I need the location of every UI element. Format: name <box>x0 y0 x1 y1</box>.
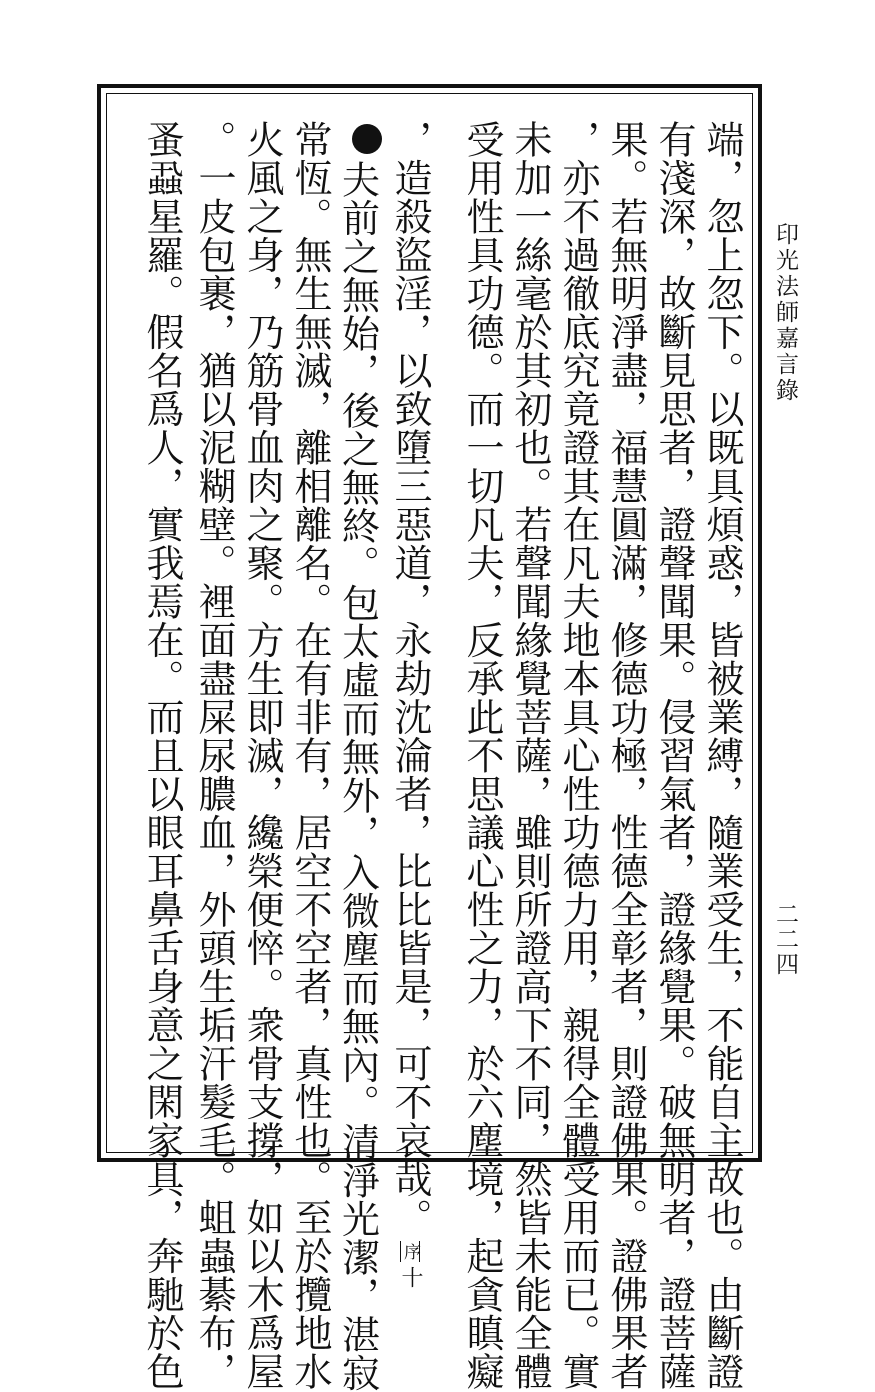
text-column-9: 常恆。無生無滅，離相離名。在有非有，居空不空者，真性也。至於攬地水 <box>288 120 332 1391</box>
text-column-2: 有淺深，故斷見思者，證聲聞果。侵習氣者，證緣覺果。破無明者，證菩薩 <box>652 120 696 1391</box>
source-note-label: 序 <box>400 1242 420 1260</box>
text-column-7 <box>388 120 432 1289</box>
text-column-12: 蚤蝨星羅。假名爲人，實我焉在。而且以眼耳鼻舌身意之閑家具，奔馳於色 <box>140 120 184 1391</box>
text-column-7-body: ，造殺盜淫，以致墮三惡道，永劫沈淪者，比比皆是，可不哀哉。 <box>388 120 432 1237</box>
text-column-11: 。一皮包裹，猶以泥糊壁。裡面盡屎尿膿血，外頭生垢汗髮毛。蛆蟲綦布， <box>192 120 236 1391</box>
source-note-number: 十 <box>398 1266 423 1289</box>
text-column-8-body: 夫前之無始，後之無終。包太虛而無外，入微塵而無內。清淨光潔，湛寂 <box>335 160 380 1392</box>
text-column-4: ，亦不過徹底究竟證其在凡夫地本具心性功德力用，親得全體受用而已。實 <box>556 120 600 1391</box>
running-title: 印光法師嘉言錄 <box>772 222 798 404</box>
section-bullet-icon <box>352 124 382 154</box>
text-column-1: 端，忽上忽下。以既具煩惑，皆被業縛，隨業受生，不能自主故也。由斷證 <box>700 120 744 1391</box>
text-column-10: 火風之身，乃筋骨血肉之聚。方生即滅，纔榮便悴。衆骨支撐，如以木爲屋 <box>240 120 284 1391</box>
text-column-8 <box>335 120 382 1392</box>
text-column-5: 未加一絲毫於其初也。若聲聞緣覺菩薩，雖則所證高下不同，然皆未能全體 <box>508 120 552 1391</box>
text-column-6: 受用性具功德。而一切凡夫，反承此不思議心性之力，於六塵境，起貪瞋癡 <box>460 120 504 1391</box>
page-number: 二二四 <box>772 902 798 977</box>
text-column-3: 果。若無明淨盡，福慧圓滿，修德功極，性德全彰者，則證佛果。證佛果者 <box>604 120 648 1391</box>
